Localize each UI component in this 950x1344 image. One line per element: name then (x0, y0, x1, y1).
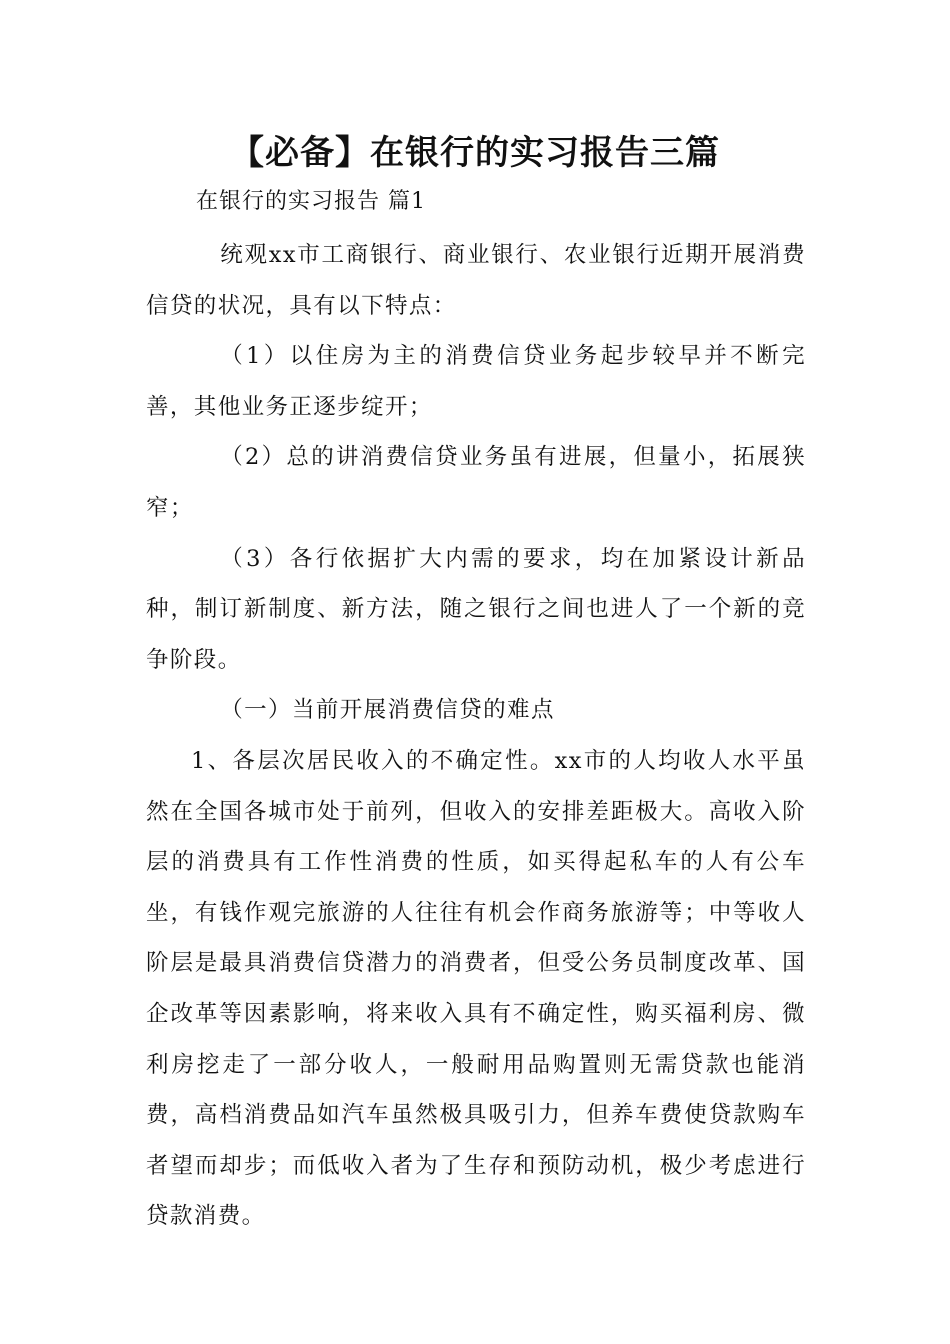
paragraph-point-2: （2）总的讲消费信贷业务虽有进展，但量小，拓展狭窄； (146, 444, 806, 521)
section-subtitle: 在银行的实习报告 篇1 (196, 189, 426, 214)
document-body (146, 230, 806, 1242)
document-title: 【必备】在银行的实习报告三篇 (230, 133, 720, 173)
paragraph-income-uncertainty: 1、各层次居民收入的不确定性。xx市的人均收人水平虽然在全国各城市处于前列，但收入的安排差距极大。高收入阶层的消费具有工作性消费的性质，如买得起私车的人有公车坐，有钱作观完旅游的人往往有机会作商务旅游等；中等收人阶层是最具消费信贷潜力的消费者，但受公务员制度改革、国企改革等因素影响，将来收入具有不确定性，购买福利房、微利房挖走了一部分收人，一般耐用品购置则无需贷款也能消费，高档消费品如汽车虽然极具吸引力，但养车费使贷款购车者望而却步；而低收入者为了生存和预防动机，极少考虑进行贷款消费。 (146, 747, 806, 1230)
paragraph-overview: 统观xx市工商银行、商业银行、农业银行近期开展消费信贷的状况，具有以下特点： (146, 242, 806, 319)
paragraph-point-1: （1）以住房为主的消费信贷业务起步较早并不断完善，其他业务正逐步绽开； (146, 343, 806, 420)
paragraph-point-3: （3）各行依据扩大内需的要求，均在加紧设计新品种，制订新制度、新方法，随之银行之间也进人了一个新的竞争阶段。 (146, 545, 806, 673)
section-heading-difficulties: （一）当前开展消费信贷的难点 (220, 697, 555, 724)
